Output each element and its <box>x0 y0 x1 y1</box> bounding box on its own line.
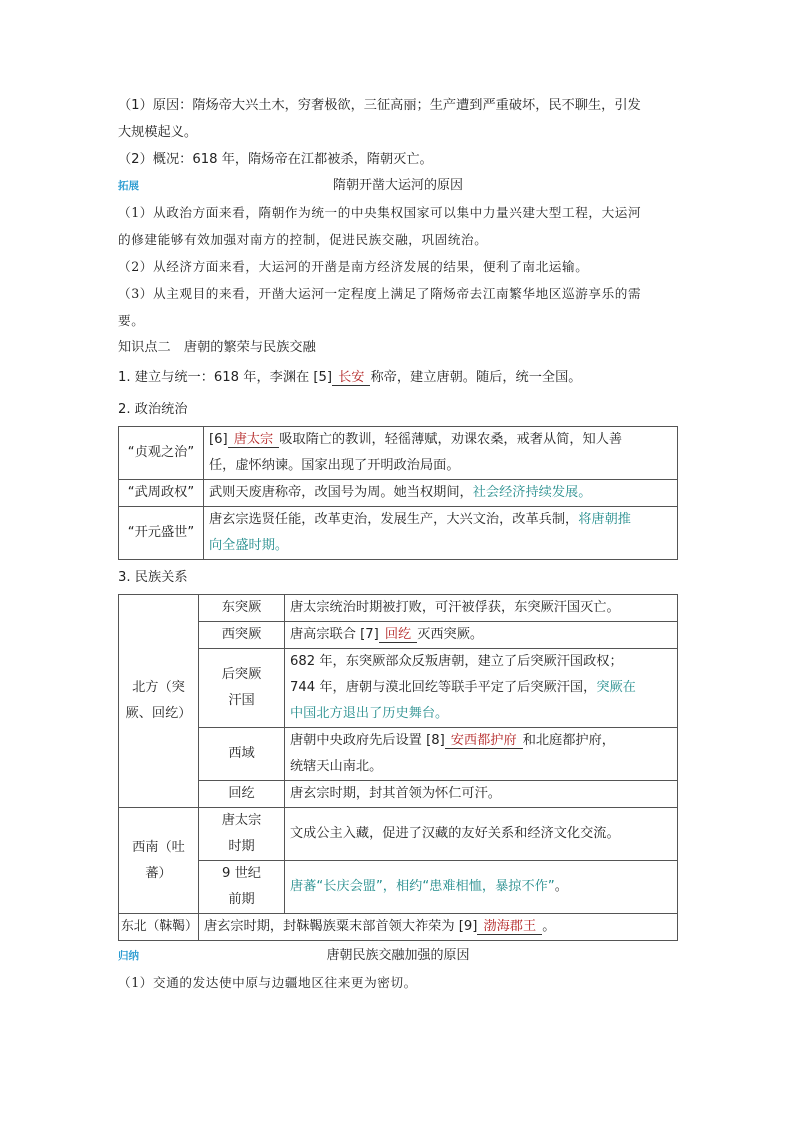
cause-line-2: 大规模起义。 <box>118 125 198 140</box>
politics-name: “贞观之治” <box>119 427 204 480</box>
answer-blank-6: 唐太宗 <box>228 432 280 448</box>
politics-name: “武周政权” <box>119 480 204 507</box>
highlight-text: 唐蕃“长庆会盟”，相约“患难相恤，暴掠不作” <box>290 879 555 894</box>
ethnic-table <box>118 594 678 941</box>
table-row <box>119 622 678 649</box>
answer-blank-5: 长安 <box>332 370 370 386</box>
group-text: 唐高宗联合 [7] 回纥 灭西突厥。 <box>285 622 678 649</box>
region-north: 北方（突 厥、回纥） <box>119 595 199 808</box>
highlight-text: 向全盛时期。 <box>209 538 289 553</box>
region-northeast: 东北（靺鞨） <box>119 914 199 941</box>
table-row <box>119 781 678 808</box>
expand-p3a: （3）从主观目的来看，开凿大运河一定程度上满足了隋炀帝去江南繁华地区巡游享乐的需 <box>118 286 642 301</box>
expand-title: 隋朝开凿大运河的原因 <box>332 178 463 193</box>
kp2-heading: 知识点二 唐朝的繁荣与民族交融 <box>118 340 316 355</box>
politics-text: 唐玄宗选贤任能，改革吏治，发展生产，大兴文治，改革兵制，将唐朝推 向全盛时期。 <box>204 507 678 560</box>
group-text: 唐玄宗时期，封靺鞨族粟末部首领大祚荣为 [9] 渤海郡王 。 <box>199 914 678 941</box>
table-row <box>119 861 678 914</box>
expand-p3b: 要。 <box>118 313 145 328</box>
highlight-text: 突厥在 <box>596 680 636 695</box>
item3-heading: 3. 民族关系 <box>118 570 188 585</box>
expand-p2: （2）从经济方面来看，大运河的开凿是南方经济发展的结果，便利了南北运输。 <box>118 259 589 274</box>
answer-blank-7: 回纥 <box>379 627 417 643</box>
kp2-item2: 2. 政治统治 <box>118 402 188 417</box>
table-row <box>119 914 678 941</box>
answer-blank-8: 安西都护府 <box>445 733 523 749</box>
region-southwest: 西南（吐 蕃） <box>119 808 199 914</box>
item1-pre: 1. 建立与统一：618 年，李渊在 [5] <box>118 370 333 385</box>
document-page <box>118 92 678 996</box>
table-row <box>119 808 678 861</box>
group-name: 西域 <box>199 728 285 781</box>
table-row <box>119 480 678 507</box>
table-row <box>119 595 678 622</box>
cause-line-1: （1）原因：隋炀帝大兴土木，穷奢极欲，三征高丽；生产遭到严重破坏，民不聊生，引发 <box>118 98 641 113</box>
summary-tag: 归纳 <box>118 950 139 962</box>
group-name: 后突厥 汗国 <box>199 649 285 728</box>
answer-blank-9: 渤海郡王 <box>477 919 542 935</box>
summary-header <box>118 943 678 969</box>
table-row <box>119 507 678 560</box>
group-name: 东突厥 <box>199 595 285 622</box>
group-text: 682 年，东突厥部众反叛唐朝，建立了后突厥汗国政权； 744 年，唐朝与漠北回纥等联手平定了后突厥汗国，突厥在 中国北方退出了历史舞台。 <box>285 649 678 728</box>
group-text: 唐太宗统治时期被打败，可汗被俘获，东突厥汗国灭亡。 <box>285 595 678 622</box>
group-name: 回纥 <box>199 781 285 808</box>
overview-line: （2）概况：618 年，隋炀帝在江都被杀，隋朝灭亡。 <box>118 152 433 167</box>
expand-p1b: 的修建能够有效加强对南方的控制，促进民族交融，巩固统治。 <box>118 232 488 247</box>
group-text: 唐玄宗时期，封其首领为怀仁可汗。 <box>285 781 678 808</box>
highlight-text: 社会经济持续发展。 <box>472 485 592 500</box>
group-text: 文成公主入藏，促进了汉藏的友好关系和经济文化交流。 <box>285 808 678 861</box>
group-text: 唐朝中央政府先后设置 [8] 安西都护府 和北庭都护府， 统辖天山南北。 <box>285 728 678 781</box>
kp2-item1 <box>118 364 678 391</box>
expand-p1a: （1）从政治方面来看，隋朝作为统一的中央集权国家可以集中力量兴建大型工程，大运河 <box>118 205 642 220</box>
expand-tag: 拓展 <box>118 180 139 192</box>
table-row <box>119 728 678 781</box>
item1-post: 称帝，建立唐朝。随后，统一全国。 <box>370 370 582 385</box>
group-name: 唐太宗 时期 <box>199 808 285 861</box>
group-name: 9 世纪 前期 <box>199 861 285 914</box>
group-name: 西突厥 <box>199 622 285 649</box>
politics-text: [6] 唐太宗 吸取隋亡的教训，轻徭薄赋，劝课农桑，戒奢从简，知人善 任，虚怀纳谏。国家出现了开明政治局面。 <box>204 427 678 480</box>
expand-header <box>118 173 678 199</box>
politics-name: “开元盛世” <box>119 507 204 560</box>
summary-title: 唐朝民族交融加强的原因 <box>326 948 470 963</box>
table-row <box>119 649 678 728</box>
highlight-text: 中国北方退出了历史舞台。 <box>290 706 449 721</box>
table-row <box>119 427 678 480</box>
politics-table <box>118 426 678 560</box>
summary-p1: （1）交通的发达使中原与边疆地区往来更为密切。 <box>118 975 417 990</box>
politics-text: 武则天废唐称帝，改国号为周。她当权期间，社会经济持续发展。 <box>204 480 678 507</box>
highlight-text: 将唐朝推 <box>578 512 631 527</box>
group-text: 唐蕃“长庆会盟”，相约“患难相恤，暴掠不作”。 <box>285 861 678 914</box>
